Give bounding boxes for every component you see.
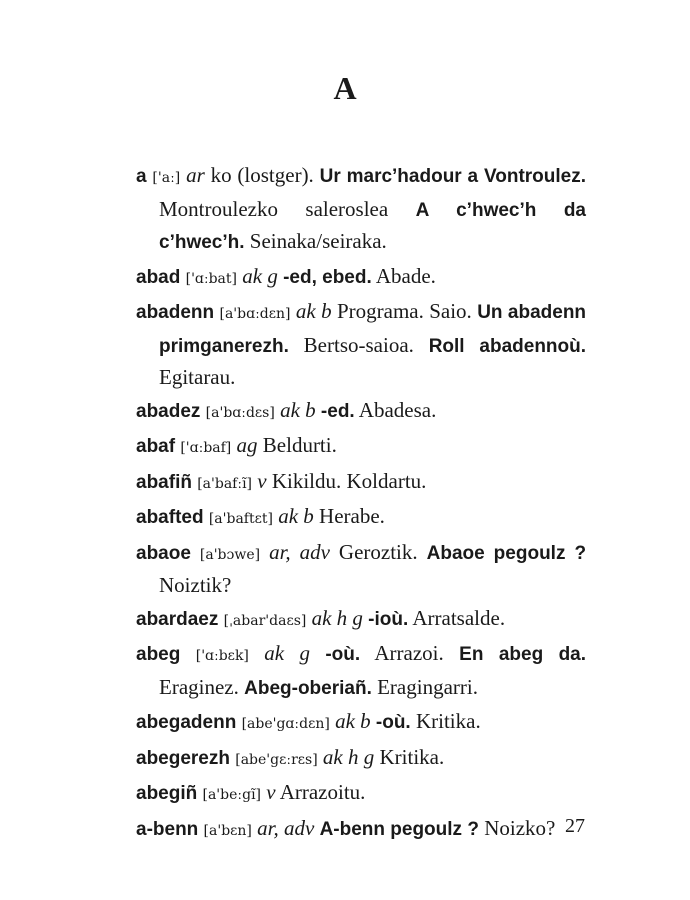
dictionary-entry xyxy=(136,466,586,500)
entry-definition: Seinaka/seiraka. xyxy=(249,229,387,253)
entry-example: Ur marc’hadour a Vontroulez. xyxy=(319,166,586,187)
entry-pronunciation: ['ɑːbat] xyxy=(185,270,237,287)
entry-example: -où. xyxy=(375,712,411,733)
entry-part-of-speech: ag xyxy=(236,433,258,457)
entry-part-of-speech: v xyxy=(266,780,276,804)
entry-definition: Abadesa. xyxy=(358,397,437,422)
entry-headword: abegiñ xyxy=(136,783,198,804)
entry-headword: abafted xyxy=(136,507,204,528)
entry-definition: Arrazoi. xyxy=(374,641,444,665)
entry-example: A-benn pegoulz ? xyxy=(319,818,479,840)
entry-definition: Egitarau. xyxy=(159,365,236,389)
entry-definition: Montroulezko saleroslea xyxy=(159,196,389,221)
entry-pronunciation: [abe'gɛːrɛs] xyxy=(235,751,318,768)
entry-part-of-speech: ak g xyxy=(242,263,278,288)
entry-example: Roll abadennoù. xyxy=(428,335,587,357)
dictionary-entry xyxy=(136,777,586,811)
dictionary-entry xyxy=(136,537,586,601)
dictionary-entry xyxy=(136,395,586,429)
entry-definition: Beldurti. xyxy=(262,433,337,457)
entry-definition: Kritika. xyxy=(379,744,445,769)
entry-headword: abafiñ xyxy=(136,471,192,493)
page-number: 27 xyxy=(565,815,585,837)
entry-part-of-speech: ak b xyxy=(335,709,371,733)
entry-example: -ioù. xyxy=(368,608,409,630)
entry-definition: Herabe. xyxy=(319,504,385,528)
entry-definition: Noiztik? xyxy=(159,573,232,597)
page-heading: A xyxy=(333,70,357,106)
entry-headword: abeg xyxy=(136,644,181,665)
entry-definition: Arrazoitu. xyxy=(279,780,366,804)
dictionary-entry xyxy=(136,813,586,847)
entry-definition: Geroztik. xyxy=(338,539,418,564)
entry-headword: abad xyxy=(136,266,181,288)
entry-part-of-speech: ak b xyxy=(280,397,316,422)
entry-definition: ko (lostger). xyxy=(210,163,314,187)
entry-headword: abadez xyxy=(136,400,201,422)
entry-part-of-speech: ar xyxy=(186,163,205,187)
entry-part-of-speech: ak b xyxy=(278,504,314,528)
entry-pronunciation: [ˌabar'daɛs] xyxy=(223,612,307,629)
entry-example: A c’hwec’h da c’hwec’h. xyxy=(159,199,586,253)
dictionary-entry xyxy=(136,603,586,637)
entry-definition: Kritika. xyxy=(415,709,481,733)
entry-headword: abadenn xyxy=(136,302,215,323)
entry-headword: abegadenn xyxy=(136,712,237,733)
entry-pronunciation: ['ɑːbɛk] xyxy=(195,648,249,664)
entry-headword: abaoe xyxy=(136,542,191,564)
entry-definition: Eraginez. xyxy=(159,674,239,699)
dictionary-entry xyxy=(136,430,586,464)
entry-pronunciation: [a'bɔwe] xyxy=(199,546,261,563)
entry-pronunciation: [abe'gɑːdɛn] xyxy=(241,716,330,732)
entry-definition: Programa. Saio. xyxy=(336,299,472,323)
entry-part-of-speech: ak b xyxy=(295,299,332,323)
dictionary-entries xyxy=(136,160,586,848)
entry-headword: abardaez xyxy=(136,608,219,630)
dictionary-entry xyxy=(136,160,586,259)
dictionary-entry xyxy=(136,501,586,535)
entry-part-of-speech: ar, adv xyxy=(269,539,330,564)
entry-definition: Abade. xyxy=(375,263,436,288)
dictionary-entry xyxy=(136,706,586,740)
entry-example: Abeg-oberiañ. xyxy=(244,677,372,699)
entry-pronunciation: [a'baftɛt] xyxy=(208,511,273,527)
entry-pronunciation: [a'bɛn] xyxy=(203,822,252,839)
entry-part-of-speech: ak g xyxy=(264,641,310,665)
entry-pronunciation: ['aː] xyxy=(152,170,181,186)
entry-pronunciation: [a'bafːĩ] xyxy=(197,475,253,492)
entry-headword: abegerezh xyxy=(136,747,230,769)
entry-definition: Arratsalde. xyxy=(412,605,506,630)
entry-example: En abeg da. xyxy=(459,644,587,665)
entry-part-of-speech: v xyxy=(257,468,267,493)
entry-part-of-speech: ar, adv xyxy=(257,815,315,840)
entry-example: Abaoe pegoulz ? xyxy=(426,542,587,564)
entry-pronunciation: [a'bɑːdɛs] xyxy=(205,404,275,421)
entry-part-of-speech: ak h g xyxy=(311,605,363,630)
dictionary-entry xyxy=(136,296,586,393)
entry-pronunciation: [a'bɑːdɛn] xyxy=(219,306,291,322)
entry-example: Un abadenn primganerezh. xyxy=(159,302,587,357)
entry-definition: Kikildu. Koldartu. xyxy=(271,468,427,493)
entry-headword: a xyxy=(136,166,147,187)
entry-definition: Noizko? xyxy=(484,815,556,840)
entry-definition: Eragingarri. xyxy=(377,674,478,699)
entry-example: -ed. xyxy=(320,400,355,422)
entry-headword: a-benn xyxy=(136,818,199,840)
entry-example: -où. xyxy=(325,644,361,665)
entry-pronunciation: ['ɑːbaf] xyxy=(180,440,232,456)
dictionary-entry xyxy=(136,261,586,295)
entry-pronunciation: [a'beːgĩ] xyxy=(202,787,262,803)
entry-part-of-speech: ak h g xyxy=(322,744,375,769)
entry-example: -ed, ebed. xyxy=(283,266,372,288)
entry-definition: Bertso-saioa. xyxy=(303,332,414,357)
dictionary-entry xyxy=(136,742,586,776)
entry-headword: abaf xyxy=(136,436,176,457)
dictionary-entry xyxy=(136,638,586,704)
